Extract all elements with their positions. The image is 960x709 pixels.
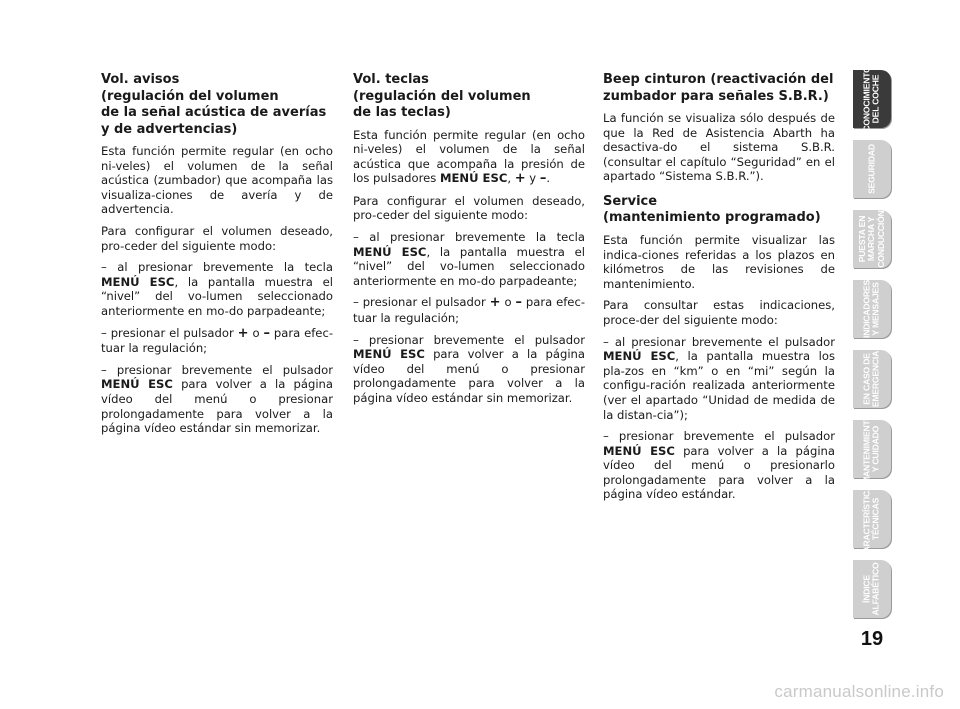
paragraph: Para consultar estas indicaciones, proce-der del siguiente modo: xyxy=(603,298,835,327)
text-run: para volver a la página vídeo del menú o presionar prolongadamente para volver a la página vídeo estándar sin memorizar. xyxy=(353,347,586,405)
paragraph xyxy=(101,363,333,436)
plus-symbol: + xyxy=(489,295,501,311)
plus-symbol: + xyxy=(514,171,526,187)
tab-label: CARACTERÍSTICAS TÉCNICAS xyxy=(861,479,881,559)
text-run: – al presionar brevemente la tecla xyxy=(353,230,585,245)
key-name: MENÚ ESC xyxy=(353,347,425,362)
paragraph: La función se visualiza sólo después de que la Red de Asistencia Abarth ha desactiva-do el sistema S.B.R. (consultar el capítulo “Seguridad” en el apartado “Sistema S.B.R.”). xyxy=(603,111,835,184)
text-run: para volver a la página vídeo del menú o presionar prolongadamente para volver a la página vídeo estándar sin memorizar. xyxy=(101,377,334,436)
tab-label: CONOCIMIENTO DEL COCHE xyxy=(861,66,881,132)
section-heading-beep-cinturon: Beep cinturon (reactivación del zumbador para señales S.B.R.) xyxy=(603,72,834,104)
tab-label: MANTENIMIENTO Y CUIDADO xyxy=(861,414,881,484)
key-name: MENÚ ESC xyxy=(439,171,508,186)
tab-caracteristicas-tecnicas[interactable] xyxy=(853,479,891,559)
key-name: MENÚ ESC xyxy=(101,274,175,289)
tab-label: ÍNDICE ALFABÉTICO xyxy=(861,562,881,616)
paragraph xyxy=(353,128,585,187)
text-run: y xyxy=(525,171,540,186)
paragraph: Para configurar el volumen deseado, pro-ceder del siguiente modo: xyxy=(353,193,585,223)
key-name: MENÚ ESC xyxy=(353,244,427,259)
page-number: 19 xyxy=(860,628,884,650)
text-run: Esta función permite regular (en ocho ni-veles) el volumen de la señal acústica que acompaña la presión de los pulsadores xyxy=(353,127,585,186)
paragraph xyxy=(101,326,333,356)
paragraph xyxy=(603,429,835,502)
tab-mantenimiento-y-cuidado[interactable] xyxy=(853,414,891,484)
tab-puesta-en-marcha[interactable] xyxy=(853,210,891,268)
text-run: , la pantalla muestra el “nivel” del vo-lumen seleccionado anteriormente en mo-do parpadeante; xyxy=(101,274,334,318)
minus-symbol: – xyxy=(263,325,270,341)
text-run: . xyxy=(546,171,551,186)
watermark: carmanualsonline.info xyxy=(774,682,944,701)
paragraph: Esta función permite regular (en ocho ni-veles) el volumen de la señal acústica (zumbador) que acompaña las visualiza-ciones de avería y de advertencia. xyxy=(101,144,333,217)
column-beep-service xyxy=(603,72,835,509)
text-run: – presionar brevemente el pulsador xyxy=(101,362,333,377)
text-run: para efec-tuar la regulación; xyxy=(353,295,585,326)
text-run: , la pantalla muestra los pla-zos en “km” o en “mi” según la configu-ración realizada anteriormente (ver el apartado “Unidad de medida de la distan-cia”); xyxy=(603,349,835,422)
tab-label: EN CASO DE EMERGENCIA xyxy=(861,350,881,408)
paragraph: Para configurar el volumen deseado, pro-ceder del siguiente modo: xyxy=(101,223,333,253)
section-heading-vol-teclas: Vol. teclas (regulación del volumen de las teclas) xyxy=(353,72,531,120)
text-run: – al presionar brevemente la tecla xyxy=(101,260,333,275)
text-run: o xyxy=(500,295,516,310)
tab-label: PUESTA EN MARCHA Y CONDUCCIÓN xyxy=(856,210,886,268)
text-run: , xyxy=(507,171,515,186)
key-name: MENÚ ESC xyxy=(101,377,173,392)
key-name: MENÚ ESC xyxy=(603,349,676,364)
section-heading-vol-avisos: Vol. avisos (regulación del volumen de la señal acústica de averías y de advertencias) xyxy=(101,72,327,137)
text-run: – al presionar brevemente el pulsador xyxy=(603,334,835,349)
text-run: – presionar el pulsador xyxy=(353,295,490,310)
paragraph: Esta función permite visualizar las indica-ciones referidas a los plazos en kilómetros de las revisiones de mantenimiento. xyxy=(603,232,835,291)
tab-label: SEGURIDAD xyxy=(866,144,877,194)
paragraph xyxy=(353,295,585,325)
text-run: – presionar brevemente el pulsador xyxy=(353,332,585,347)
text-run: para volver a la página vídeo del menú o presionarlo prolongadamente para volver a la página vídeo estándar. xyxy=(603,443,836,502)
tab-indicadores-y-mensajes[interactable] xyxy=(853,280,891,338)
text-run: , la pantalla muestra el “nivel” del vo-lumen seleccionado anteriormente en mo-do parpadeante; xyxy=(353,244,586,288)
paragraph xyxy=(353,230,585,288)
paragraph xyxy=(101,260,333,318)
column-vol-teclas xyxy=(353,72,585,413)
tab-conocimiento-del-coche[interactable] xyxy=(853,66,891,132)
minus-symbol: – xyxy=(539,171,547,187)
tab-indice-alfabetico[interactable] xyxy=(853,560,891,618)
tab-label: INDICADORES Y MENSAJES xyxy=(861,280,881,338)
section-heading-service: Service (mantenimiento programado) xyxy=(603,193,821,226)
key-name: MENÚ ESC xyxy=(603,443,675,458)
plus-symbol: + xyxy=(237,325,249,341)
column-vol-avisos xyxy=(101,72,333,443)
tab-seguridad[interactable] xyxy=(853,140,891,198)
paragraph xyxy=(603,335,835,423)
text-run: – presionar brevemente el pulsador xyxy=(603,429,835,444)
minus-symbol: – xyxy=(515,295,522,311)
text-run: – presionar el pulsador xyxy=(101,325,238,340)
text-run: o xyxy=(248,325,264,340)
tab-en-caso-de-emergencia[interactable] xyxy=(853,350,891,408)
paragraph xyxy=(353,333,585,406)
text-run: para efec-tuar la regulación; xyxy=(101,325,333,356)
